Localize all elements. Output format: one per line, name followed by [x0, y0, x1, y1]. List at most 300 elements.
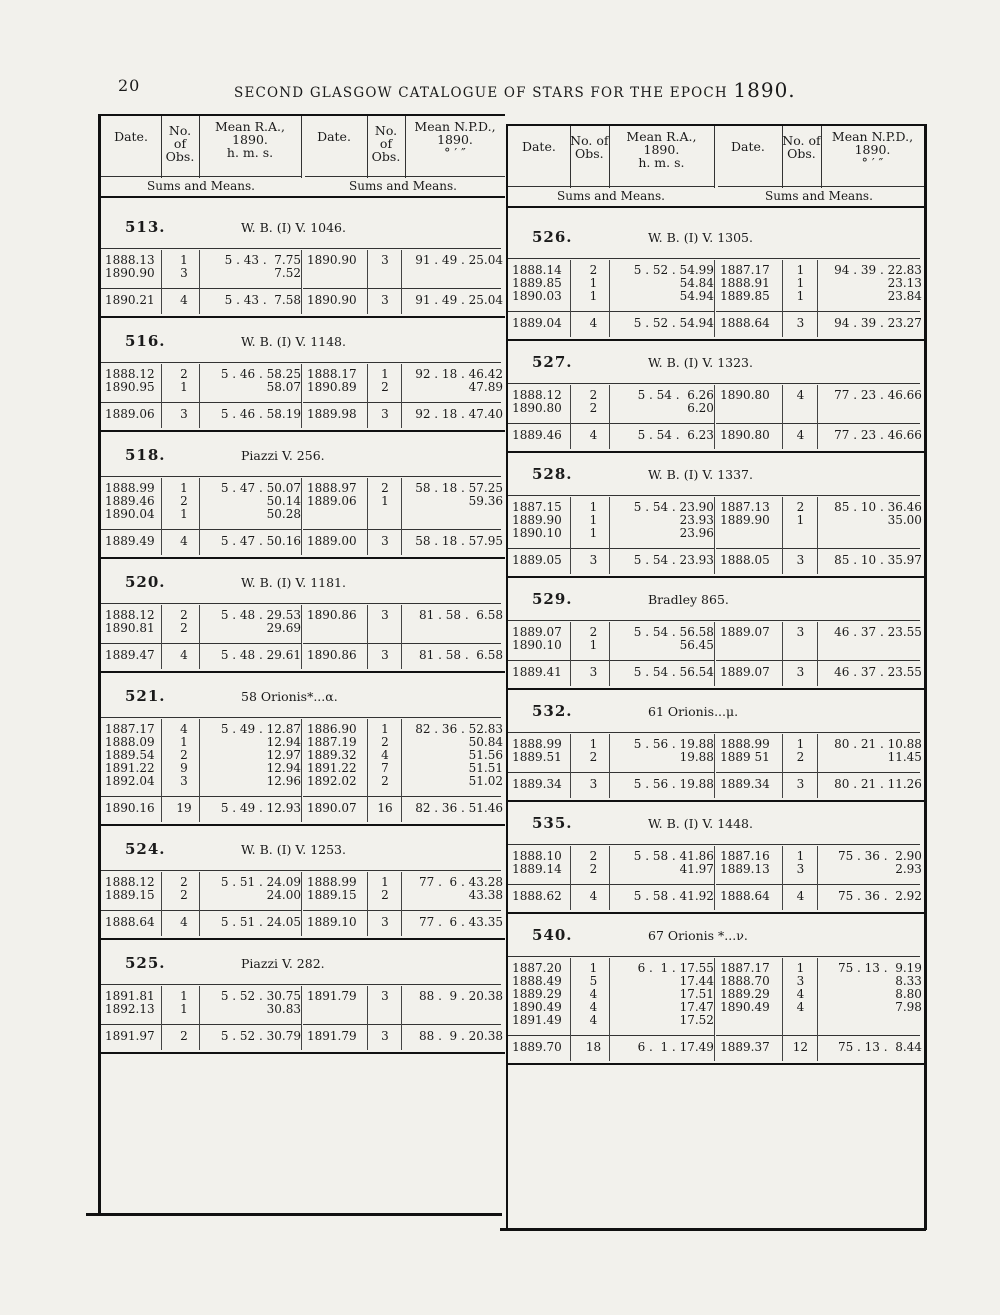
entry-bottom-rule — [101, 824, 505, 826]
obs-npd: 23.84 — [887, 289, 922, 303]
obs-npd: 51.02 — [468, 774, 503, 788]
sum-obs: 2 — [180, 1029, 188, 1043]
obs-date: 1888.12 — [105, 608, 155, 622]
sum-date-npd: 1889.00 — [307, 534, 357, 548]
column-divider — [609, 734, 610, 798]
column-divider — [714, 260, 715, 337]
column-divider — [817, 260, 818, 337]
obs-npd: 51.56 — [468, 748, 503, 762]
obs-count-npd: 2 — [796, 750, 805, 764]
obs-npd: 43.38 — [468, 888, 503, 902]
sum-rule — [716, 311, 920, 312]
obs-count: 2 — [180, 888, 188, 902]
obs-count: 2 — [589, 862, 598, 876]
sum-rule — [716, 660, 920, 661]
sum-obs: 3 — [589, 553, 598, 567]
sum-npd: 82 . 36 . 51.46 — [415, 801, 503, 815]
sum-date-npd: 1888.05 — [720, 553, 770, 567]
obs-count: 1 — [180, 253, 188, 267]
obs-count-npd: 3 — [796, 974, 805, 988]
entry-top-rule — [508, 732, 920, 733]
obs-date-npd: 1890.89 — [307, 380, 357, 394]
obs-count: 1 — [589, 500, 598, 514]
obs-count: 1 — [180, 1002, 188, 1016]
column-divider — [161, 719, 162, 822]
obs-date-npd: 1888.17 — [307, 367, 357, 381]
column-divider — [367, 719, 368, 822]
column-divider — [199, 250, 200, 314]
obs-ra: 5 . 49 . 12.87 — [220, 722, 301, 736]
obs-count-npd: 2 — [381, 380, 389, 394]
entry-bottom-rule — [508, 339, 924, 341]
sum-obs-npd: 12 — [792, 1040, 809, 1054]
header-line: Date. — [114, 129, 148, 144]
obs-ra: 7.52 — [274, 266, 301, 280]
obs-npd: 77 . 6 . 43.28 — [419, 875, 503, 889]
column-divider — [714, 846, 715, 910]
header-line: Date. — [730, 139, 765, 154]
obs-ra: 5 . 52 . 30.75 — [220, 989, 301, 1003]
sum-obs-npd: 3 — [381, 407, 389, 421]
obs-npd: 58 . 18 . 57.25 — [415, 481, 503, 495]
obs-date-npd: 1887.17 — [720, 263, 770, 277]
column-divider — [161, 605, 162, 669]
obs-date: 1890.10 — [512, 638, 562, 652]
header-rule — [718, 186, 924, 187]
sum-obs: 4 — [589, 428, 598, 442]
obs-date-npd: 1890.90 — [307, 253, 357, 267]
obs-date: 1889.51 — [512, 750, 562, 764]
sum-date-npd: 1890.80 — [720, 428, 770, 442]
sum-rule — [508, 548, 714, 549]
obs-count: 1 — [589, 638, 598, 652]
obs-count: 3 — [180, 774, 188, 788]
column-divider — [401, 872, 402, 936]
star-number: 525. — [125, 954, 166, 972]
column-divider — [817, 622, 818, 686]
sum-date: 1889.05 — [512, 553, 562, 567]
column-divider — [817, 734, 818, 798]
sum-date: 1888.62 — [512, 889, 562, 903]
sum-rule — [101, 402, 301, 403]
entry-heading — [101, 948, 505, 974]
obs-ra: 23.93 — [679, 513, 714, 527]
entry-bottom-rule — [101, 430, 505, 432]
column-divider — [401, 986, 402, 1050]
obs-date: 1888.12 — [105, 367, 155, 381]
column-divider — [609, 497, 610, 574]
obs-npd: 2.93 — [895, 862, 922, 876]
obs-ra: 30.83 — [266, 1002, 301, 1016]
obs-ra: 23.96 — [679, 526, 714, 540]
obs-npd: 23.13 — [887, 276, 922, 290]
right-bottom-rule — [500, 1228, 926, 1231]
obs-count: 3 — [180, 266, 188, 280]
obs-ra: 5 . 46 . 58.25 — [220, 367, 301, 381]
column-divider — [570, 622, 571, 686]
header-line: No. of — [782, 133, 821, 148]
column-divider — [401, 364, 402, 428]
sum-rule — [303, 288, 501, 289]
header-divider — [367, 116, 368, 178]
sum-rule — [508, 660, 714, 661]
sum-ra: 5 . 49 . 12.93 — [220, 801, 301, 815]
entry-bottom-rule — [101, 316, 505, 318]
sum-obs-npd: 3 — [381, 293, 389, 307]
obs-count-npd: 1 — [381, 875, 389, 889]
obs-date: 1888.99 — [105, 481, 155, 495]
obs-date: 1891.49 — [512, 1013, 562, 1027]
entry-bottom-rule — [508, 800, 924, 802]
star-number: 527. — [532, 353, 573, 371]
obs-count-npd: 2 — [381, 774, 389, 788]
sum-rule — [716, 772, 920, 773]
sum-ra: 5 . 52 . 30.79 — [220, 1029, 301, 1043]
obs-count: 4 — [180, 722, 188, 736]
header-date — [714, 140, 782, 153]
column-divider — [782, 846, 783, 910]
sum-ra: 5 . 51 . 24.05 — [220, 915, 301, 929]
obs-date: 1888.10 — [512, 849, 562, 863]
obs-npd: 80 . 21 . 10.88 — [834, 737, 922, 751]
entry-bottom-rule — [101, 557, 505, 559]
obs-ra: 41.97 — [679, 862, 714, 876]
obs-count-npd: 3 — [381, 608, 389, 622]
running-head — [234, 78, 796, 102]
column-divider — [609, 385, 610, 449]
obs-date: 1887.17 — [105, 722, 155, 736]
catalogue-reference: Bradley 865. — [648, 592, 729, 607]
sum-ra: 5 . 47 . 50.16 — [220, 534, 301, 548]
sum-date-npd: 1888.64 — [720, 889, 770, 903]
header-divider — [570, 126, 571, 188]
page-number: 20 — [118, 76, 141, 95]
entry-top-rule — [101, 362, 501, 363]
sum-ra: 5 . 54 . 23.93 — [633, 553, 714, 567]
obs-ra: 12.94 — [266, 735, 301, 749]
sum-date: 1889.06 — [105, 407, 155, 421]
entry-heading — [508, 347, 924, 373]
header-line: h. m. s. — [226, 145, 274, 160]
obs-date-npd: 1889.15 — [307, 888, 357, 902]
obs-date: 1889.29 — [512, 987, 562, 1001]
sum-date: 1889.47 — [105, 648, 155, 662]
obs-ra: 5 . 43 . 7.75 — [224, 253, 301, 267]
column-divider — [782, 497, 783, 574]
obs-count-npd: 1 — [796, 289, 805, 303]
obs-npd: 8.80 — [895, 987, 922, 1001]
obs-count-npd: 3 — [796, 862, 805, 876]
column-divider — [367, 250, 368, 314]
sum-date-npd: 1890.86 — [307, 648, 357, 662]
star-entry — [101, 948, 505, 1054]
column-divider — [161, 872, 162, 936]
sum-npd: 92 . 18 . 47.40 — [415, 407, 503, 421]
sum-rule — [101, 910, 301, 911]
sum-rule — [303, 796, 501, 797]
header-line: 1890. — [643, 142, 680, 157]
obs-count: 2 — [180, 367, 188, 381]
obs-count-npd: 2 — [796, 500, 805, 514]
entry-heading — [101, 326, 505, 352]
obs-date: 1888.12 — [105, 875, 155, 889]
obs-npd: 77 . 23 . 46.66 — [834, 388, 922, 402]
obs-count-npd: 2 — [381, 481, 389, 495]
obs-date-npd: 1889.06 — [307, 494, 357, 508]
sum-obs: 3 — [180, 407, 188, 421]
obs-date: 1888.12 — [512, 388, 562, 402]
column-divider — [714, 385, 715, 449]
column-divider — [714, 958, 715, 1061]
sum-rule — [101, 1024, 301, 1025]
entry-heading — [101, 212, 505, 238]
obs-count-npd: 4 — [381, 748, 389, 762]
obs-npd: 47.89 — [468, 380, 503, 394]
obs-ra: 17.51 — [679, 987, 714, 1001]
obs-npd: 7.98 — [895, 1000, 922, 1014]
star-entry — [508, 347, 924, 453]
column-divider — [199, 478, 200, 555]
header-line: No. of — [168, 123, 192, 151]
header-line: ° ′ ″ — [444, 145, 466, 160]
column-divider — [782, 958, 783, 1061]
header-divider — [199, 116, 200, 178]
sum-rule — [101, 796, 301, 797]
sum-rule — [101, 288, 301, 289]
entry-bottom-rule — [508, 688, 924, 690]
obs-npd: 75 . 36 . 2.90 — [837, 849, 922, 863]
sum-obs: 3 — [589, 665, 598, 679]
sum-ra: 5 . 52 . 54.94 — [633, 316, 714, 330]
obs-date: 1888.14 — [512, 263, 562, 277]
header-line: No. of — [374, 123, 398, 151]
sum-rule — [508, 311, 714, 312]
obs-ra: 54.84 — [679, 276, 714, 290]
sum-obs-npd: 3 — [796, 665, 805, 679]
column-divider — [301, 872, 302, 936]
column-divider — [199, 605, 200, 669]
obs-date: 1888.99 — [512, 737, 562, 751]
obs-count: 1 — [180, 481, 188, 495]
obs-date: 1890.80 — [512, 401, 562, 415]
running-head-title: SECOND GLASGOW CATALOGUE OF STARS FOR THE EPOCH — [234, 85, 728, 101]
obs-count: 2 — [589, 849, 598, 863]
obs-npd: 50.84 — [468, 735, 503, 749]
column-divider — [782, 622, 783, 686]
column-divider — [199, 364, 200, 428]
column-divider — [401, 250, 402, 314]
sums-and-means-label: Sums and Means. — [557, 189, 665, 203]
sum-npd: 46 . 37 . 23.55 — [834, 665, 922, 679]
sum-rule — [508, 1035, 714, 1036]
obs-date: 1892.04 — [105, 774, 155, 788]
obs-ra: 17.44 — [679, 974, 714, 988]
column-divider — [301, 250, 302, 314]
obs-ra: 56.45 — [679, 638, 714, 652]
entry-bottom-rule — [508, 451, 924, 453]
obs-count: 2 — [589, 625, 598, 639]
sum-rule — [716, 1035, 920, 1036]
obs-date: 1890.10 — [512, 526, 562, 540]
obs-count: 1 — [589, 289, 598, 303]
obs-count-npd: 1 — [796, 849, 805, 863]
sum-rule — [303, 402, 501, 403]
star-entry — [508, 584, 924, 690]
header-line: Mean N.P.D., — [831, 129, 914, 144]
sum-rule — [508, 772, 714, 773]
obs-ra: 50.14 — [266, 494, 301, 508]
entry-top-rule — [508, 844, 920, 845]
entry-top-rule — [508, 956, 920, 957]
obs-count: 4 — [589, 1013, 598, 1027]
sum-obs: 3 — [589, 777, 598, 791]
obs-count: 1 — [180, 735, 188, 749]
obs-count: 2 — [589, 401, 598, 415]
obs-date: 1890.95 — [105, 380, 155, 394]
catalogue-reference: 61 Orionis...μ. — [648, 704, 739, 719]
obs-count: 1 — [180, 380, 188, 394]
obs-date-npd: 1887.16 — [720, 849, 770, 863]
entry-top-rule — [101, 603, 501, 604]
column-divider — [782, 734, 783, 798]
sum-date: 1889.49 — [105, 534, 155, 548]
obs-date-npd: 1888.91 — [720, 276, 770, 290]
column-divider — [301, 364, 302, 428]
entry-top-rule — [101, 984, 501, 985]
obs-npd: 35.00 — [887, 513, 922, 527]
obs-ra: 17.47 — [679, 1000, 714, 1014]
header-line: Mean N.P.D., — [414, 119, 496, 134]
star-number: 529. — [532, 590, 573, 608]
obs-npd: 88 . 9 . 20.38 — [419, 989, 503, 1003]
sum-obs: 4 — [180, 534, 188, 548]
obs-count-npd: 7 — [381, 761, 389, 775]
sum-date-npd: 1888.64 — [720, 316, 770, 330]
obs-ra: 19.88 — [679, 750, 714, 764]
obs-ra: 5 . 56 . 19.88 — [633, 737, 714, 751]
obs-ra: 5 . 47 . 50.07 — [220, 481, 301, 495]
sum-date: 1890.16 — [105, 801, 155, 815]
page-header — [118, 74, 818, 102]
entry-heading — [101, 567, 505, 593]
obs-ra: 6 . 1 . 17.55 — [637, 961, 714, 975]
header-line: h. m. s. — [638, 155, 685, 170]
sum-date-npd: 1889.98 — [307, 407, 357, 421]
sum-npd: 85 . 10 . 35.97 — [834, 553, 922, 567]
obs-date-npd: 1888.99 — [720, 737, 770, 751]
obs-npd: 8.33 — [895, 974, 922, 988]
sum-obs-npd: 4 — [796, 889, 805, 903]
sum-obs-npd: 3 — [381, 915, 389, 929]
obs-ra: 5 . 54 . 6.26 — [637, 388, 714, 402]
obs-ra: 29.69 — [266, 621, 301, 635]
sum-npd: 81 . 58 . 6.58 — [419, 648, 503, 662]
entry-top-rule — [101, 476, 501, 477]
column-divider — [714, 622, 715, 686]
sum-date-npd: 1889.10 — [307, 915, 357, 929]
obs-count: 1 — [589, 276, 598, 290]
star-number: 526. — [532, 228, 573, 246]
star-number: 518. — [125, 446, 166, 464]
obs-date-npd: 1889.32 — [307, 748, 357, 762]
column-divider — [367, 986, 368, 1050]
entry-top-rule — [101, 248, 501, 249]
column-divider — [367, 364, 368, 428]
entry-heading — [508, 222, 924, 248]
sum-obs-npd: 3 — [381, 648, 389, 662]
sum-obs: 18 — [585, 1040, 602, 1054]
catalogue-reference: W. B. (I) V. 1323. — [648, 355, 753, 370]
column-divider — [817, 958, 818, 1061]
header-divider — [301, 116, 302, 178]
sum-npd: 80 . 21 . 11.26 — [834, 777, 922, 791]
obs-date-npd: 1889.85 — [720, 289, 770, 303]
header-divider — [161, 116, 162, 178]
catalogue-reference: W. B. (I) V. 1337. — [648, 467, 753, 482]
obs-date-npd: 1890.86 — [307, 608, 357, 622]
column-divider — [367, 872, 368, 936]
sum-rule — [303, 1024, 501, 1025]
column-divider — [817, 385, 818, 449]
obs-count: 2 — [180, 875, 188, 889]
obs-count-npd: 4 — [796, 987, 805, 1001]
header-line: 1890. — [854, 142, 891, 157]
obs-ra: 5 . 51 . 24.09 — [220, 875, 301, 889]
entry-heading — [101, 681, 505, 707]
star-entry — [101, 681, 505, 826]
header-line: Date. — [317, 129, 351, 144]
entry-top-rule — [508, 495, 920, 496]
column-divider — [782, 260, 783, 337]
obs-ra: 17.52 — [679, 1013, 714, 1027]
sum-obs: 4 — [589, 316, 598, 330]
obs-count-npd: 1 — [796, 263, 805, 277]
sum-rule — [716, 884, 920, 885]
header-line: Mean R.A., — [214, 119, 286, 134]
obs-count-npd: 4 — [796, 1000, 805, 1014]
header-divider — [782, 126, 783, 188]
sum-npd: 75 . 36 . 2.92 — [837, 889, 922, 903]
obs-count-npd: 1 — [381, 367, 389, 381]
header-no-obs — [367, 124, 405, 163]
star-number: 513. — [125, 218, 166, 236]
obs-npd: 46 . 37 . 23.55 — [834, 625, 922, 639]
obs-date-npd: 1887.19 — [307, 735, 357, 749]
obs-ra: 5 . 54 . 23.90 — [633, 500, 714, 514]
column-divider — [199, 719, 200, 822]
sum-rule — [716, 423, 920, 424]
star-entry — [101, 326, 505, 432]
column-divider — [301, 605, 302, 669]
star-number: 516. — [125, 332, 166, 350]
obs-count: 9 — [180, 761, 188, 775]
sum-rule — [716, 548, 920, 549]
column-divider — [570, 734, 571, 798]
right-column-table — [506, 124, 927, 1230]
obs-ra: 5 . 52 . 54.99 — [633, 263, 714, 277]
entry-top-rule — [101, 717, 501, 718]
entry-heading — [101, 440, 505, 466]
entry-bottom-rule — [101, 671, 505, 673]
obs-date: 1890.49 — [512, 1000, 562, 1014]
sum-npd: 94 . 39 . 23.27 — [834, 316, 922, 330]
running-head-epoch: 1890. — [733, 78, 796, 102]
column-divider — [570, 846, 571, 910]
obs-date: 1890.04 — [105, 507, 155, 521]
star-entry — [508, 222, 924, 341]
catalogue-reference: Piazzi V. 282. — [241, 956, 325, 971]
sum-date-npd: 1889.07 — [720, 665, 770, 679]
